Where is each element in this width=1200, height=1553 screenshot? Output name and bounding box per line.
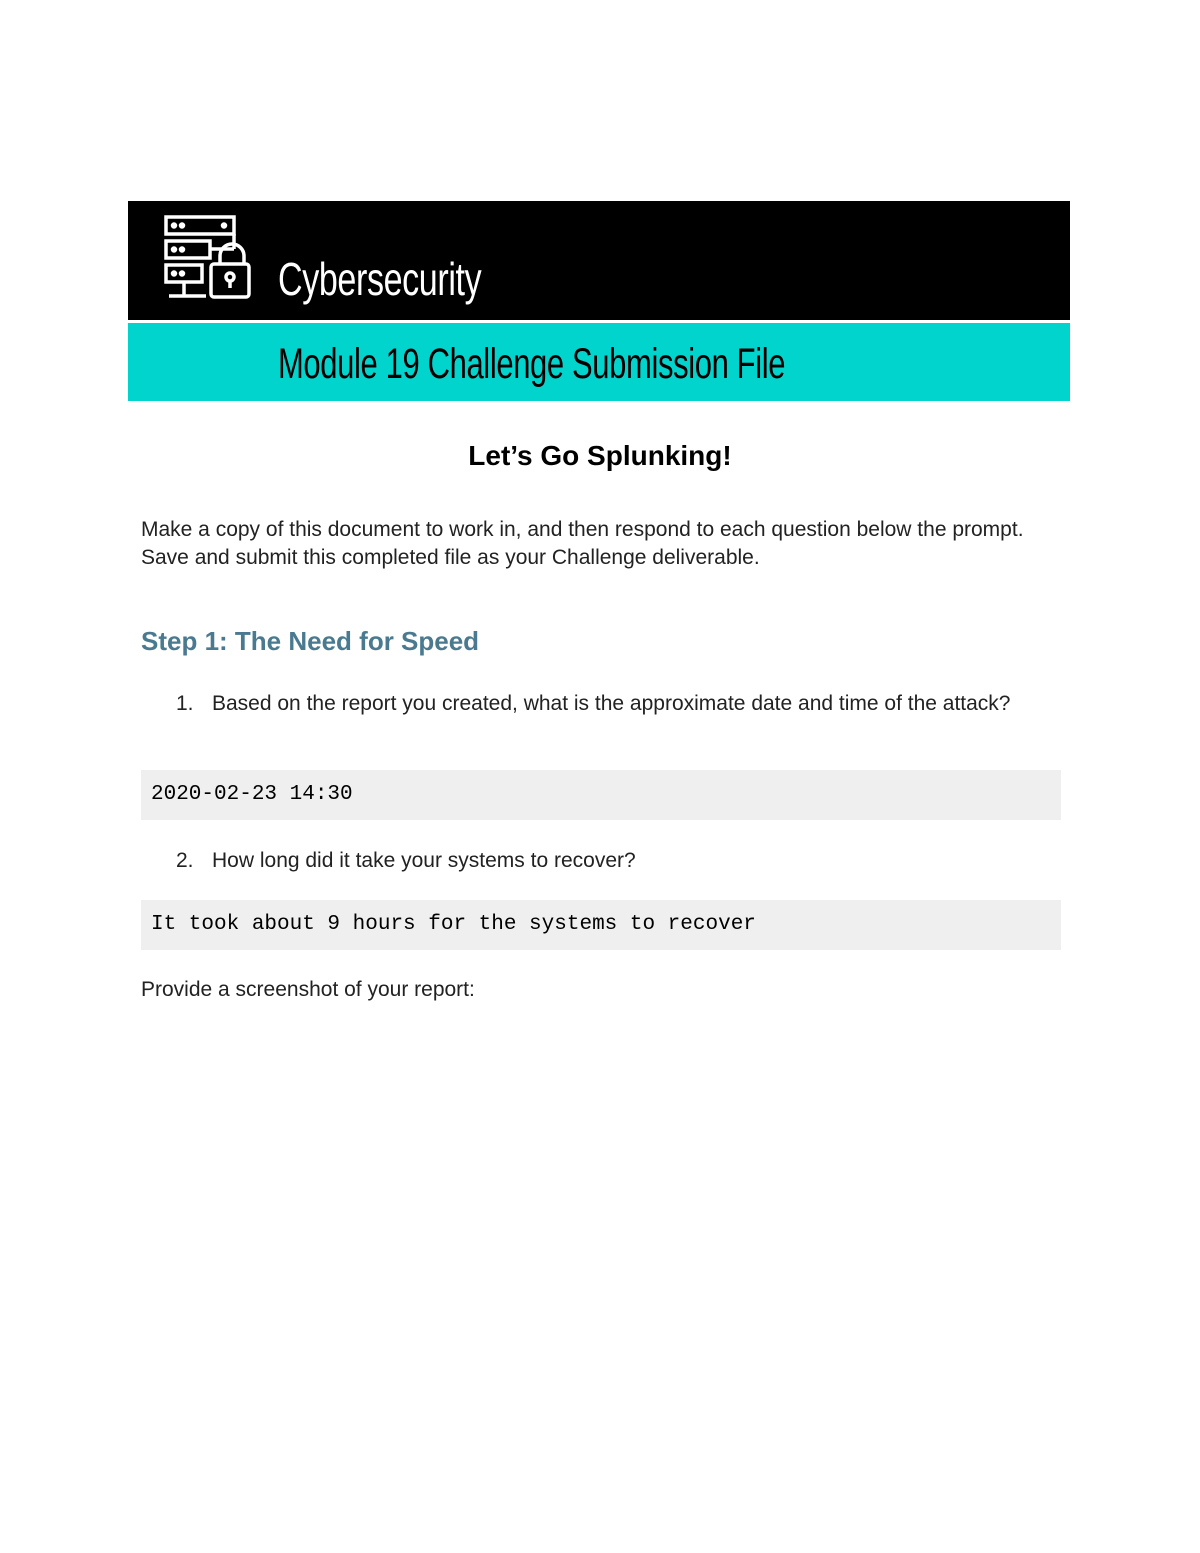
header-banner — [128, 201, 1070, 320]
submission-title: Module 19 Challenge Submission File — [278, 340, 786, 388]
answer-2-code-block: It took about 9 hours for the systems to recover — [141, 900, 1061, 950]
question-number: 2. — [176, 849, 194, 872]
document-title: Let’s Go Splunking! — [468, 440, 732, 471]
brand-title: Cybersecurity — [278, 253, 482, 305]
intro-paragraph: Make a copy of this document to work in, and then respond to each question below the prompt. Save and submit this completed file as your Challenge deliverable. — [141, 518, 1024, 569]
server-lock-icon — [164, 214, 252, 302]
answer-1-code-block: 2020-02-23 14:30 — [141, 770, 1061, 820]
question-text: How long did it take your systems to recover? — [212, 849, 636, 872]
subtitle-banner — [128, 323, 1070, 401]
question-number: 1. — [176, 692, 194, 715]
screenshot-prompt: Provide a screenshot of your report: — [141, 978, 475, 1001]
step-1-heading: Step 1: The Need for Speed — [141, 626, 480, 656]
question-text: Based on the report you created, what is the approximate date and time of the attack? — [212, 692, 1011, 715]
question-1 — [141, 689, 1041, 718]
question-2 — [141, 846, 1041, 875]
